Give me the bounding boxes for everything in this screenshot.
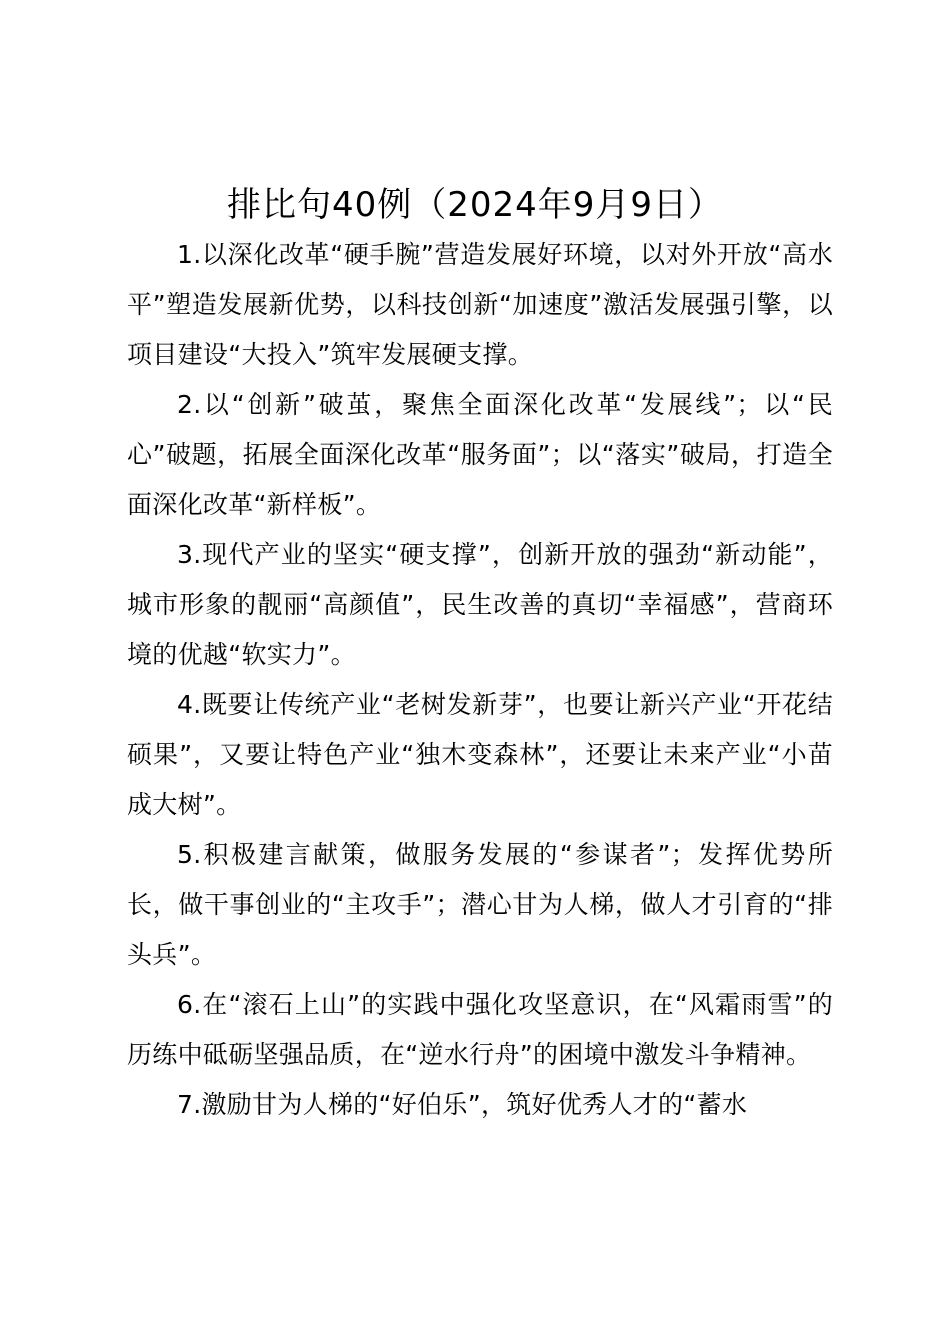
document-title: 排比句40例（2024年9月9日）: [226, 185, 724, 225]
document-body: [127, 230, 833, 1130]
paragraph-2: 2.以“创新”破茧，聚焦全面深化改革“发展线”；以“民心”破题，拓展全面深化改革“服务面”；以“落实”破局，打造全面深化改革“新样板”。: [127, 390, 833, 519]
paragraph-5: 5.积极建言献策，做服务发展的“参谋者”；发挥优势所长，做干事创业的“主攻手”；潜心甘为人梯，做人才引育的“排头兵”。: [127, 840, 833, 969]
paragraph-4: 4.既要让传统产业“老树发新芽”，也要让新兴产业“开花结硕果”，又要让特色产业“独木变森林”，还要让未来产业“小苗成大树”。: [127, 690, 833, 819]
paragraph-6: 6.在“滚石上山”的实践中强化攻坚意识，在“风霜雨雪”的历练中砥砺坚强品质，在“逆水行舟”的困境中激发斗争精神。: [127, 990, 833, 1069]
paragraph-7: 7.激励甘为人梯的“好伯乐”，筑好优秀人才的“蓄水: [177, 1090, 748, 1119]
paragraph-1: 1.以深化改革“硬手腕”营造发展好环境，以对外开放“高水平”塑造发展新优势，以科技创新“加速度”激活发展强引擎，以项目建设“大投入”筑牢发展硬支撑。: [127, 240, 833, 369]
paragraph-3: 3.现代产业的坚实“硬支撑”，创新开放的强劲“新动能”，城市形象的靓丽“高颜值”，民生改善的真切“幸福感”，营商环境的优越“软实力”。: [127, 540, 833, 669]
